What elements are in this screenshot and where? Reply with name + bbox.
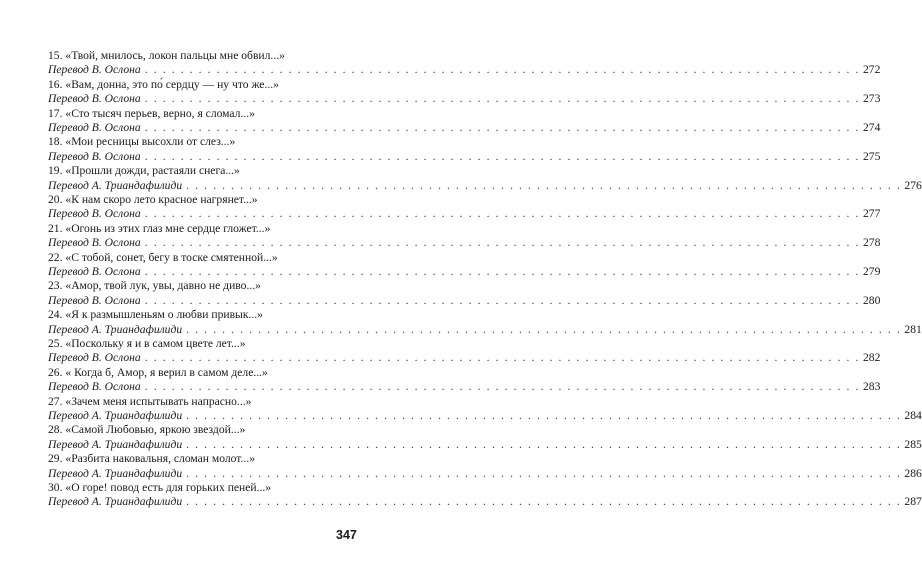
entry-title: 28. «Самой Любовью, яркою звездой...»: [48, 423, 246, 437]
entry-title: 19. «Прошли дожди, растаяли снега...»: [48, 164, 240, 178]
dot-leader: . . . . . . . . . . . . . . . . . . . . . . . . . . . . . . . . . . . . . . . . . . . . . . . . . . . . . . . . . . . . . . . . . . . . . . . . . . . . . . . .: [144, 149, 860, 163]
toc-entry: [48, 336, 881, 366]
entry-title: 25. «Поскольку я и в самом цвете лет...»: [48, 336, 246, 350]
toc-entry: [48, 135, 881, 164]
entry-translator: Перевод В. Ослона: [48, 236, 141, 250]
entry-translator-line: [48, 380, 881, 394]
dot-leader: . . . . . . . . . . . . . . . . . . . . . . . . . . . . . . . . . . . . . . . . . . . . . . . . . . . . . . . . . . . . . . . . . . . . . . . . . . . . . . . .: [144, 236, 860, 250]
entry-page-number: 273: [862, 92, 881, 106]
toc-entry: [48, 164, 922, 193]
entry-translator-line: [48, 466, 922, 481]
toc-entry: [48, 77, 881, 107]
entry-title: 27. «Зачем меня испытывать напрасно...»: [48, 394, 252, 408]
toc-entry: [48, 221, 881, 251]
toc-entry: [48, 423, 922, 452]
entry-translator-line: [48, 495, 922, 509]
entry-title: 18. «Мои ресницы высохли от слез...»: [48, 135, 236, 149]
toc-entry: [48, 394, 922, 424]
entry-title: 23. «Амор, твой лук, увы, давно не диво...»: [48, 279, 261, 293]
dot-leader: . . . . . . . . . . . . . . . . . . . . . . . . . . . . . . . . . . . . . . . . . . . . . . . . . . . . . . . . . . . . . . . . . . . . . . . . . . . . . . . .: [186, 408, 902, 422]
dot-leader: . . . . . . . . . . . . . . . . . . . . . . . . . . . . . . . . . . . . . . . . . . . . . . . . . . . . . . . . . . . . . . . . . . . . . . . . . . . . . . . .: [144, 351, 860, 365]
page-number: 347: [336, 528, 357, 542]
entry-page-number: 277: [862, 207, 881, 221]
dot-leader: . . . . . . . . . . . . . . . . . . . . . . . . . . . . . . . . . . . . . . . . . . . . . . . . . . . . . . . . . . . . . . . . . . . . . . . . . . . . . . . .: [144, 293, 860, 307]
entry-page-number: 278: [862, 236, 881, 250]
entry-translator-line: [48, 207, 881, 221]
entry-translator-line: [48, 322, 922, 337]
toc-entry: [48, 106, 881, 136]
dot-leader: . . . . . . . . . . . . . . . . . . . . . . . . . . . . . . . . . . . . . . . . . . . . . . . . . . . . . . . . . . . . . . . . . . . . . . . . . . . . . . . .: [186, 178, 902, 192]
entry-translator-line: [48, 63, 881, 77]
entry-translator-line: [48, 92, 881, 106]
entry-translator: Перевод В. Ослона: [48, 149, 141, 163]
entry-translator-line: [48, 120, 881, 135]
entry-page-number: 274: [862, 120, 881, 134]
entry-page-number: 283: [862, 380, 881, 394]
entry-translator: Перевод В. Ослона: [48, 120, 141, 134]
dot-leader: . . . . . . . . . . . . . . . . . . . . . . . . . . . . . . . . . . . . . . . . . . . . . . . . . . . . . . . . . . . . . . . . . . . . . . . . . . . . . . . .: [144, 120, 860, 134]
entry-translator-line: [48, 178, 922, 193]
entry-translator: Перевод В. Ослона: [48, 380, 141, 394]
toc-entry: [48, 308, 922, 337]
entry-page-number: 282: [862, 351, 881, 365]
entry-title: 29. «Разбита наковальня, сломан молот...»: [48, 452, 255, 466]
table-of-contents: [48, 49, 922, 510]
entry-title: 30. «О горе! повод есть для горьких пеней...»: [48, 480, 272, 494]
entry-title: 24. «Я к размышленьям о любви привык...»: [48, 308, 263, 322]
dot-leader: . . . . . . . . . . . . . . . . . . . . . . . . . . . . . . . . . . . . . . . . . . . . . . . . . . . . . . . . . . . . . . . . . . . . . . . . . . . . . . . .: [144, 92, 860, 106]
toc-entry: [48, 365, 881, 395]
entry-translator-line: [48, 149, 881, 164]
entry-translator-line: [48, 264, 881, 279]
entry-page-number: 281: [904, 322, 922, 336]
entry-translator: Перевод А. Триандафилиди: [48, 322, 183, 336]
toc-entry: [48, 480, 922, 510]
entry-translator: Перевод В. Ослона: [48, 92, 141, 106]
dot-leader: . . . . . . . . . . . . . . . . . . . . . . . . . . . . . . . . . . . . . . . . . . . . . . . . . . . . . . . . . . . . . . . . . . . . . . . . . . . . . . . .: [186, 466, 902, 480]
toc-entry: [48, 49, 881, 78]
entry-page-number: 279: [862, 264, 881, 278]
toc-entry: [48, 192, 881, 222]
toc-entry: [48, 250, 881, 280]
entry-translator-line: [48, 408, 922, 423]
entry-translator: Перевод А. Триандафилиди: [48, 408, 183, 422]
entry-translator: Перевод В. Ослона: [48, 207, 141, 221]
entry-title: 16. «Вам, донна, это по́ сердцу — ну что же...»: [48, 77, 279, 91]
entry-title: 15. «Твой, мнилось, локон пальцы мне обвил...»: [48, 49, 285, 62]
entry-translator: Перевод А. Триандафилиди: [48, 178, 183, 192]
entry-translator: Перевод В. Ослона: [48, 293, 141, 307]
entry-title: 20. «К нам скоро лето красное нагрянет...»: [48, 192, 258, 206]
entry-translator: Перевод В. Ослона: [48, 351, 141, 365]
entry-translator: Перевод А. Триандафилиди: [48, 437, 183, 451]
entry-page-number: 280: [862, 293, 881, 307]
entry-title: 26. « Когда б, Амор, я верил в самом деле...»: [48, 365, 268, 379]
entry-page-number: 276: [904, 178, 922, 192]
entry-translator-line: [48, 236, 881, 250]
entry-page-number: 275: [862, 149, 881, 163]
dot-leader: . . . . . . . . . . . . . . . . . . . . . . . . . . . . . . . . . . . . . . . . . . . . . . . . . . . . . . . . . . . . . . . . . . . . . . . . . . . . . . . .: [144, 207, 860, 221]
entry-translator-line: [48, 351, 881, 365]
toc-entry: [48, 452, 922, 481]
dot-leader: . . . . . . . . . . . . . . . . . . . . . . . . . . . . . . . . . . . . . . . . . . . . . . . . . . . . . . . . . . . . . . . . . . . . . . . . . . . . . . . .: [186, 437, 902, 451]
entry-page-number: 285: [904, 437, 922, 451]
entry-page-number: 286: [904, 466, 922, 480]
entry-title: 22. «С тобой, сонет, бегу в тоске смятенной...»: [48, 250, 278, 264]
entry-translator: Перевод А. Триандафилиди: [48, 466, 183, 480]
entry-translator-line: [48, 437, 922, 452]
entry-page-number: 287: [904, 495, 922, 509]
dot-leader: . . . . . . . . . . . . . . . . . . . . . . . . . . . . . . . . . . . . . . . . . . . . . . . . . . . . . . . . . . . . . . . . . . . . . . . . . . . . . . . .: [144, 63, 860, 77]
dot-leader: . . . . . . . . . . . . . . . . . . . . . . . . . . . . . . . . . . . . . . . . . . . . . . . . . . . . . . . . . . . . . . . . . . . . . . . . . . . . . . . .: [186, 322, 902, 336]
toc-entry: [48, 279, 881, 308]
dot-leader: . . . . . . . . . . . . . . . . . . . . . . . . . . . . . . . . . . . . . . . . . . . . . . . . . . . . . . . . . . . . . . . . . . . . . . . . . . . . . . . .: [144, 380, 860, 394]
entry-translator: Перевод А. Триандафилиди: [48, 495, 183, 509]
dot-leader: . . . . . . . . . . . . . . . . . . . . . . . . . . . . . . . . . . . . . . . . . . . . . . . . . . . . . . . . . . . . . . . . . . . . . . . . . . . . . . . .: [144, 264, 860, 278]
entry-title: 17. «Сто тысяч перьев, верно, я сломал...»: [48, 106, 255, 120]
entry-translator: Перевод В. Ослона: [48, 264, 141, 278]
dot-leader: . . . . . . . . . . . . . . . . . . . . . . . . . . . . . . . . . . . . . . . . . . . . . . . . . . . . . . . . . . . . . . . . . . . . . . . . . . . . . . . .: [186, 495, 902, 509]
entry-translator: Перевод В. Ослона: [48, 63, 141, 77]
entry-page-number: 284: [904, 408, 922, 422]
entry-page-number: 272: [862, 63, 881, 77]
entry-title: 21. «Огонь из этих глаз мне сердце гложет...»: [48, 221, 271, 235]
entry-translator-line: [48, 293, 881, 308]
